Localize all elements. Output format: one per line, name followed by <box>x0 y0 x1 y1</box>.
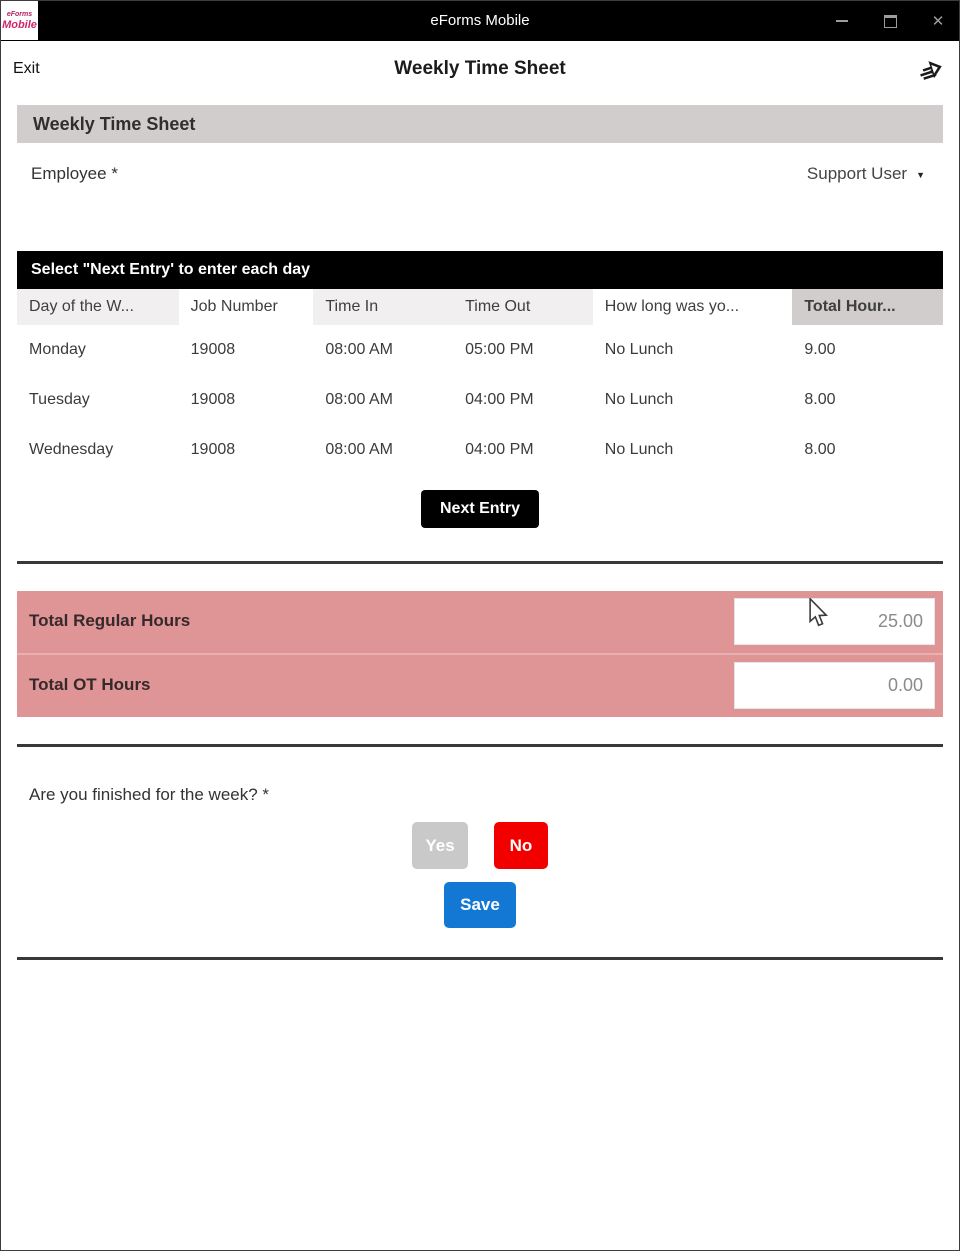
cell-total-hours: 8.00 <box>804 441 836 458</box>
column-header-day[interactable]: Day of the W... <box>17 289 179 325</box>
table-row[interactable] <box>17 325 943 375</box>
total-regular-hours-label: Total Regular Hours <box>29 611 191 630</box>
time-entries-grid <box>17 251 943 528</box>
total-ot-hours-row <box>17 653 943 717</box>
column-header-lunch[interactable]: How long was yo... <box>593 289 793 325</box>
window-title: eForms Mobile <box>430 12 530 29</box>
section-divider <box>17 957 943 960</box>
section-divider <box>17 744 943 747</box>
cell-day: Tuesday <box>29 391 90 408</box>
minimize-button[interactable] <box>831 10 853 32</box>
page-header <box>1 41 959 97</box>
cell-job-number: 19008 <box>190 341 236 358</box>
column-header-time-out[interactable]: Time Out <box>453 289 593 325</box>
page-title: Weekly Time Sheet <box>394 58 566 79</box>
cell-time-out: 05:00 PM <box>465 341 534 358</box>
grid-instruction-banner: Select "Next Entry' to enter each day <box>17 251 943 289</box>
column-header-total-hours[interactable]: Total Hour... <box>792 289 943 325</box>
cell-job-number: 19008 <box>190 391 236 408</box>
cell-lunch: No Lunch <box>604 391 674 408</box>
submit-forward-icon[interactable] <box>915 55 945 83</box>
cell-time-in: 08:00 AM <box>325 441 393 458</box>
table-row[interactable] <box>17 425 943 475</box>
cell-time-out: 04:00 PM <box>465 441 534 458</box>
maximize-button[interactable] <box>879 10 901 32</box>
cell-lunch: No Lunch <box>604 341 674 358</box>
column-header-job-number[interactable]: Job Number <box>179 289 314 325</box>
eforms-logo <box>1 1 38 40</box>
employee-label: Employee * <box>31 164 118 183</box>
employee-value: Support User <box>806 164 908 183</box>
table-row[interactable] <box>17 375 943 425</box>
exit-link[interactable]: Exit <box>13 60 40 77</box>
total-ot-hours-input[interactable] <box>734 662 935 709</box>
logo-text-top: eForms <box>6 10 33 18</box>
title-bar <box>1 1 959 41</box>
save-button[interactable]: Save <box>444 882 516 928</box>
employee-dropdown[interactable] <box>807 164 925 184</box>
totals-section <box>17 591 943 717</box>
cell-time-out: 04:00 PM <box>465 391 534 408</box>
finished-question-label: Are you finished for the week? * <box>29 785 270 804</box>
minimize-icon <box>836 20 848 22</box>
chevron-down-icon: ▼ <box>916 170 925 180</box>
window-controls <box>831 1 949 41</box>
form-section-header: Weekly Time Sheet <box>17 105 943 143</box>
yes-button[interactable]: Yes <box>412 822 468 869</box>
logo-text-bottom: Mobile <box>2 18 37 31</box>
cell-lunch: No Lunch <box>604 441 674 458</box>
section-divider <box>17 561 943 564</box>
total-regular-hours-row <box>17 591 943 653</box>
cell-time-in: 08:00 AM <box>325 341 393 358</box>
cell-day: Monday <box>29 341 86 358</box>
cell-total-hours: 8.00 <box>804 391 836 408</box>
total-regular-hours-input[interactable] <box>734 598 935 645</box>
close-button[interactable] <box>927 10 949 32</box>
total-ot-hours-label: Total OT Hours <box>29 675 151 694</box>
cell-time-in: 08:00 AM <box>325 391 393 408</box>
next-entry-button[interactable]: Next Entry <box>421 490 539 528</box>
grid-header-row <box>17 289 943 325</box>
no-button[interactable]: No <box>494 822 548 869</box>
cell-total-hours: 9.00 <box>804 341 836 358</box>
close-icon: ✕ <box>931 12 945 30</box>
cell-day: Wednesday <box>29 441 114 458</box>
employee-field-row <box>31 153 925 195</box>
yes-no-group <box>1 822 959 869</box>
maximize-icon <box>884 15 897 28</box>
column-header-time-in[interactable]: Time In <box>313 289 453 325</box>
cell-job-number: 19008 <box>190 441 236 458</box>
